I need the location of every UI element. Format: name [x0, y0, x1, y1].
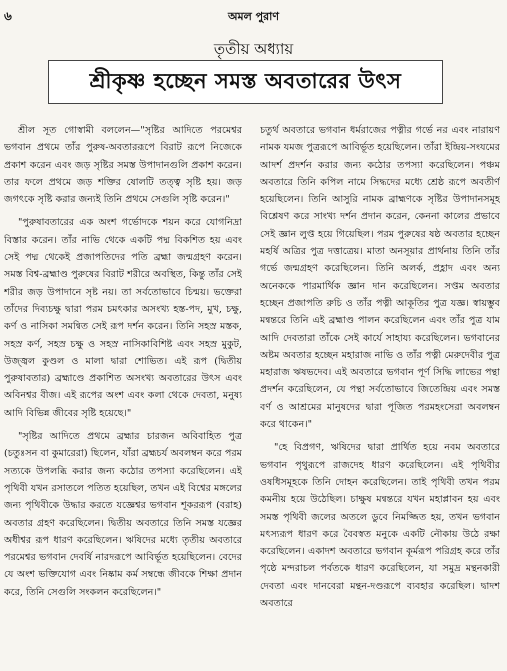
right-column [260, 122, 500, 667]
running-title: অমল পুরাণ [227, 10, 280, 23]
paragraph: "সৃষ্টির আদিতে প্রথমে ব্রহ্মার চারজন অবিবাহিত পুত্র (চতুঃসন বা কুমারেরা) ছিলেন, যাঁরা ব্রহ্মচর্য অবলম্বন করে পরম সত্যকে উপলব্ধি করার জন্য কঠোর তপস্যা করেছিলেন। এই পৃথিবী যখন রসাতলে পতিত হয়েছিল, তখন এই বিশ্বের মঙ্গলের জন্য পৃথিবীকে উদ্ধার করতে যজ্ঞেশ্বর ভগবান শূকররূপ (বরাহ) অবতার গ্রহণ করেছিলেন। দ্বিতীয় অবতারে তিনি সমস্ত যজ্ঞের অধীশ্বর রূপ ধারণ করেছিলেন। ঋষিদের মধ্যে তৃতীয় অবতারে পরমেশ্বর ভগবান দেবর্ষি নারদরূপে আবির্ভূত হয়েছিলেন। বেদের যে অংশ ভক্তিযোগ এবং নিষ্কাম কর্ম সম্বন্ধে জীবকে শিক্ষা প্রদান করে, তিনি সেগুলি সংকলন করেছিলেন।" [4, 431, 242, 598]
paragraph: "পুরুষাবতারের এক অংশ গর্ভোদকে শয়ন করে যোগনিদ্রা বিস্তার করেন। তাঁর নাভি থেকে একটি পদ্ম বিকশিত হয় এবং সেই পদ্ম থেকেই প্রজাপতিদের পতি ব্রহ্মা জন্মগ্রহণ করেন। সমস্ত বিশ্ব-ব্রহ্মাণ্ড পুরুষের বিরাট শরীরে অবস্থিত, কিন্তু তাঁর সেই শরীর জড় উপাদানে সৃষ্ট নয়। তা সর্বতোভাবে চিন্ময়। ভক্তেরা তাঁদের দিব্যচক্ষু দ্বারা পরম চমৎকার অসংখ্য হস্ত-পদ, মুখ, চক্ষু, কর্ণ ও নাসিকা সমন্বিত সেই রূপ দর্শন করেন। তিনি সহস্র মস্তক, সহস্র কর্ণ, সহস্র চক্ষু ও সহস্র নাসিকাবিশিষ্ট এবং সহস্র মুকুট, উজ্জ্বল কুণ্ডল ও মালা দ্বারা শোভিত। এই রূপ (দ্বিতীয় পুরুষাবতার) ব্রহ্মাণ্ডে প্রকাশিত অসংখ্য অবতারের উৎস এবং অবিনশ্বর বীজ। এই রূপের অংশ এবং কলা থেকে দেবতা, মনুষ্য আদি বিভিন্ন জীবের সৃষ্টি হয়েছে।" [4, 217, 242, 419]
chapter-title: শ্রীকৃষ্ণ হচ্ছেন সমস্ত অবতারের উৎস [89, 67, 402, 93]
paragraph: শ্রীল সূত গোস্বামী বললেন—"সৃষ্টির আদিতে পরমেশ্বর ভগবান প্রথমে তাঁর পুরুষ-অবতাররূপে বিরাট রূপে নিজেকে প্রকাশ করেন এবং জড় সৃষ্টির সমস্ত উপাদানগুলি প্রকাশ করেন। তার ফলে প্রথমে জড় শক্তির ষোলটি তত্ত্ব সৃষ্টি হয়। জড় জগৎকে সৃষ্টি করার জন্যই তিনি প্রথমে সেগুলি সৃষ্টি করেন।" [4, 125, 242, 206]
paragraph: "হে বিপ্রগণ, ঋষিদের দ্বারা প্রার্থিত হয়ে নবম অবতারে ভগবান পৃথুরূপে রাজদেহ ধারণ করেছিলেন। এই পৃথিবীর ওষধিসমূহকে তিনি দোহন করেছিলেন। তাই পৃথিবী তখন পরম কমনীয় হয়ে উঠেছিল। চাক্ষুষ মন্বন্তরে যখন মহাপ্লাবন হয় এবং সমস্ত পৃথিবী জলের অতলে ডুবে নিমজ্জিত হয়, তখন ভগবান মৎস্যরূপ ধারণ করে বৈবস্বত মনুকে একটি নৌকায় উঠে রক্ষা করেছিলেন। একাদশ অবতারে ভগবান কূর্মরূপ পরিগ্রহ করে তাঁর পৃষ্ঠে মন্দরাচল পর্বতকে ধারণ করেছিলেন, যা সমুদ্র মন্থনকারী দেবতা এবং দানবেরা মন্থন-দণ্ডরূপে ব্যবহার করেছিল। দ্বাদশ অবতারে [260, 442, 500, 610]
chapter-label: তৃতীয় অধ্যায় [213, 40, 294, 58]
page-number: ৬ [4, 9, 12, 23]
chapter-title-box [48, 60, 443, 104]
paragraph: চতুর্থ অবতারে ভগবান ধর্মরাজের পত্নীর গর্ভে নর এবং নারায়ণ নামক যমজ পুত্ররূপে আবির্ভূত হয়েছিলেন। তাঁরা ইন্দ্রিয়-সংযমের আদর্শ প্রদর্শন করার জন্য কঠোর তপস্যা করেছিলেন। পঞ্চম অবতারে তিনি কপিল নামে সিদ্ধদের মধ্যে শ্রেষ্ঠ রূপে অবতীর্ণ হয়েছিলেন। তিনি আসুরি নামক ব্রাহ্মণকে সৃষ্টির উপাদানসমূহ বিশ্লেষণ করে সাংখ্য দর্শন প্রদান করেন, কেননা কালের প্রভাবে সেই জ্ঞান লুপ্ত হয়ে গিয়েছিল। পরম পুরুষের ষষ্ঠ অবতার হচ্ছেন মহর্ষি অত্রির পুত্র দত্তাত্রেয়। মাতা অনসূয়ার প্রার্থনায় তিনি তাঁর গর্ভে জন্মগ্রহণ করেছিলেন। তিনি অলর্ক, প্রহ্লাদ এবং অন্য অনেককে পারমার্থিক জ্ঞান দান করেছিলেন। সপ্তম অবতার হচ্ছেন প্রজাপতি রুচি ও তাঁর পত্নী আকূতির পুত্র যজ্ঞ। স্বায়ম্ভুব মন্বন্তরে তিনি এই ব্রহ্মাণ্ড পালন করেছিলেন এবং তাঁর পুত্র যাম আদি দেবতারা তাঁকে সেই কার্যে সাহায্য করেছিলেন। ভগবানের অষ্টম অবতার হচ্ছেন মহারাজ নাভি ও তাঁর পত্নী মেরুদেবীর পুত্র মহারাজ ঋষভদেব। এই অবতারে ভগবান পূর্ণ সিদ্ধি লাভের পন্থা প্রদর্শন করেছিলেন, যে পন্থা সর্বতোভাবে জিতেন্দ্রিয় এবং সমস্ত বর্ণ ও আশ্রমের মানুষদের দ্বারা পূজিত পরমহংসেরা অবলম্বন করে থাকেন।" [260, 125, 500, 431]
left-column [4, 122, 242, 667]
page-header [0, 4, 507, 24]
